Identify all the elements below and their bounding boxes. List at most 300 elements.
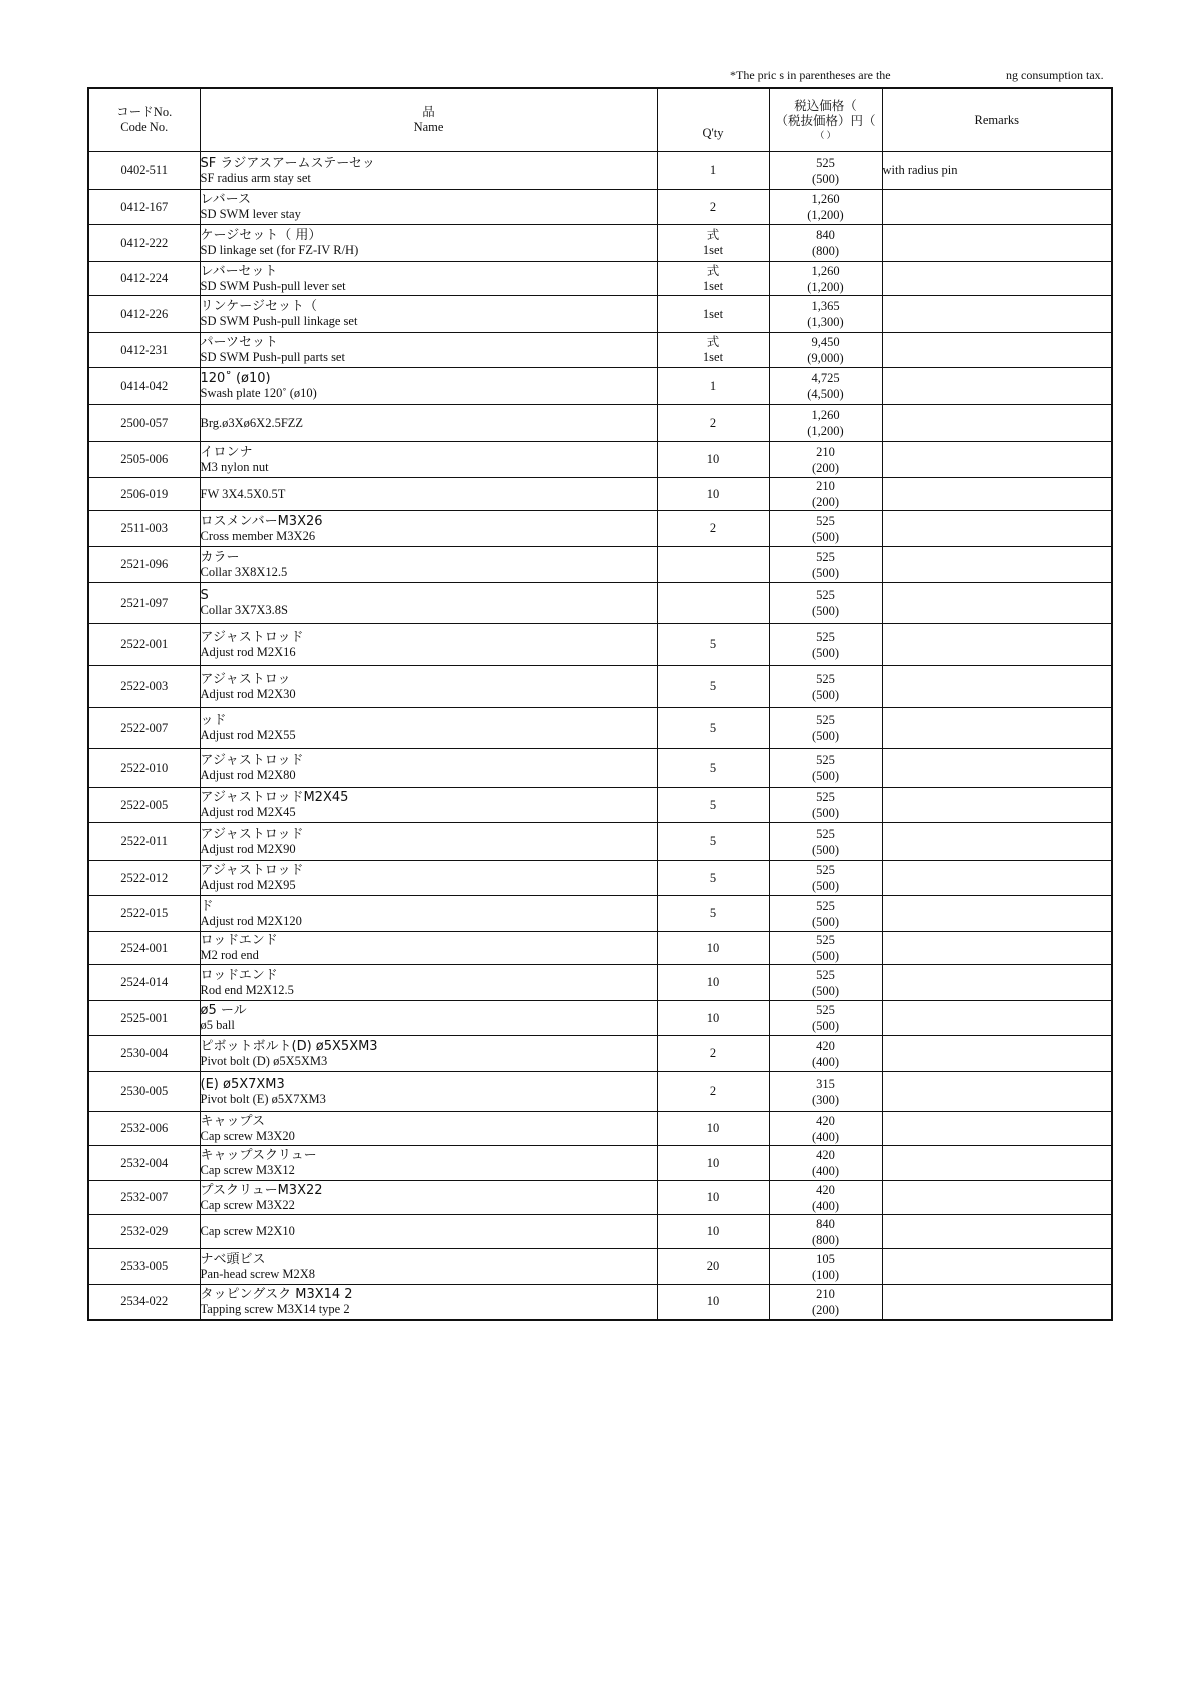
table-row — [88, 708, 1112, 749]
code-number: 2524-001 — [120, 940, 169, 955]
qty-value: 10 — [706, 1155, 720, 1170]
table-row — [88, 896, 1112, 932]
cell-code — [88, 896, 200, 932]
cell-remarks — [882, 1036, 1112, 1072]
code-number: 0412-231 — [120, 342, 169, 357]
name-japanese: ピボットボルト(D) ø5X5XM3 — [200, 1038, 378, 1054]
cell-name — [200, 823, 657, 861]
cell-price — [769, 1146, 882, 1181]
cell-qty — [657, 1249, 769, 1285]
remarks-text — [883, 564, 1112, 565]
cell-name — [200, 1036, 657, 1072]
price-tax-excluded: (500) — [811, 604, 840, 618]
name-japanese: パーツセット — [200, 335, 278, 350]
header-price-line1: 税込価格（ — [794, 99, 857, 113]
cell-name — [200, 368, 657, 405]
price-tax-excluded: (1,200) — [807, 279, 844, 294]
cell-price — [769, 1072, 882, 1112]
cell-qty — [657, 478, 769, 511]
price-tax-excluded: (200) — [811, 1302, 840, 1317]
table-row — [88, 1112, 1112, 1146]
price-tax-excluded: (500) — [811, 879, 840, 893]
cell-remarks — [882, 965, 1112, 1001]
cell-price — [769, 708, 882, 749]
cell-price — [769, 225, 882, 262]
name-english: Cross member M3X26 — [200, 528, 316, 543]
price-tax-included: 210 — [816, 1286, 835, 1301]
table-row — [88, 1001, 1112, 1036]
name-japanese: ø5 ール — [200, 1003, 247, 1018]
cell-qty — [657, 1146, 769, 1181]
cell-name — [200, 1215, 657, 1249]
remarks-text — [883, 948, 1112, 949]
qty-value: 式 — [706, 228, 720, 242]
code-number: 2530-004 — [120, 1046, 169, 1060]
code-number: 0412-226 — [120, 306, 169, 321]
qty-value: 2 — [709, 1046, 717, 1060]
price-tax-included: 210 — [816, 479, 835, 493]
remarks-text — [883, 1301, 1112, 1302]
cell-qty — [657, 666, 769, 708]
cell-qty — [657, 190, 769, 225]
cell-code — [88, 368, 200, 405]
cell-remarks — [882, 296, 1112, 333]
cell-qty — [657, 1181, 769, 1215]
code-number: 2530-005 — [120, 1084, 169, 1098]
name-japanese: アジャストロッド — [200, 863, 304, 878]
cell-qty — [657, 749, 769, 788]
cell-price — [769, 190, 882, 225]
cell-code — [88, 405, 200, 442]
price-tax-included: 420 — [816, 1182, 835, 1197]
cell-code — [88, 666, 200, 708]
table-row — [88, 547, 1112, 583]
cell-remarks — [882, 1001, 1112, 1036]
remarks-text — [883, 350, 1112, 351]
cell-name — [200, 861, 657, 896]
cell-qty — [657, 861, 769, 896]
cell-code — [88, 1036, 200, 1072]
qty-value: 10 — [706, 975, 720, 989]
code-number: 2522-001 — [120, 637, 169, 651]
code-number: 0412-222 — [120, 235, 169, 250]
qty-value: 5 — [709, 637, 717, 651]
name-japanese: S — [200, 588, 209, 603]
remarks-text: with radius pin — [882, 163, 958, 177]
cell-code — [88, 965, 200, 1001]
cell-code — [88, 823, 200, 861]
name-japanese: アジャストロッ — [200, 671, 291, 687]
name-english: Brg.ø3Xø6X2.5FZZ — [200, 415, 304, 430]
cell-remarks — [882, 666, 1112, 708]
cell-name — [200, 547, 657, 583]
table-row — [88, 190, 1112, 225]
code-number: 2533-005 — [120, 1259, 169, 1273]
cell-qty — [657, 296, 769, 333]
table-row — [88, 965, 1112, 1001]
cell-price — [769, 1285, 882, 1320]
cell-price — [769, 368, 882, 405]
name-english: Pivot bolt (E) ø5X7XM3 — [200, 1091, 326, 1106]
price-tax-included: 525 — [816, 549, 835, 564]
price-tax-included: 525 — [816, 155, 835, 170]
table-row — [88, 932, 1112, 965]
cell-name — [200, 1072, 657, 1112]
cell-remarks — [882, 896, 1112, 932]
cell-code — [88, 1285, 200, 1320]
cell-remarks — [882, 861, 1112, 896]
cell-price — [769, 583, 882, 624]
table-row — [88, 333, 1112, 368]
cell-price — [769, 965, 882, 1001]
qty-value: 20 — [706, 1259, 720, 1273]
code-number: 0402-511 — [120, 163, 168, 177]
price-tax-included: 105 — [816, 1251, 835, 1266]
price-tax-excluded: (500) — [811, 769, 840, 783]
remarks-text — [883, 1053, 1112, 1054]
cell-price — [769, 823, 882, 861]
name-english: Pan-head screw M2X8 — [200, 1266, 316, 1281]
cell-price — [769, 152, 882, 190]
price-tax-included: 210 — [816, 444, 835, 459]
name-english: M2 rod end — [200, 948, 259, 962]
name-english: SD SWM Push-pull lever set — [200, 278, 346, 293]
cell-remarks — [882, 1072, 1112, 1112]
tax-note — [0, 68, 1190, 84]
cell-price — [769, 405, 882, 442]
price-tax-included: 525 — [816, 826, 835, 841]
code-number: 2500-057 — [120, 415, 169, 430]
price-tax-excluded: (300) — [811, 1092, 840, 1107]
qty-value: 5 — [709, 906, 717, 920]
cell-name — [200, 333, 657, 368]
name-english: Adjust rod M2X95 — [200, 878, 296, 892]
name-japanese: ケージセット（ 用） — [200, 228, 322, 243]
cell-qty — [657, 368, 769, 405]
cell-remarks — [882, 262, 1112, 296]
qty-value: 10 — [706, 1190, 720, 1204]
name-english: Cap screw M3X22 — [200, 1197, 295, 1212]
remarks-text — [883, 423, 1112, 424]
header-code-en: Code No. — [120, 120, 169, 134]
name-english: Adjust rod M2X55 — [200, 728, 296, 742]
code-number: 0414-042 — [120, 378, 169, 393]
name-english: M3 nylon nut — [200, 459, 269, 474]
cell-remarks — [882, 152, 1112, 190]
remarks-text — [883, 1266, 1112, 1267]
cell-code — [88, 788, 200, 823]
price-tax-excluded: (500) — [811, 529, 840, 544]
name-english: SD SWM lever stay — [200, 207, 301, 221]
cell-price — [769, 1001, 882, 1036]
name-english: FW 3X4.5X0.5T — [200, 486, 286, 501]
cell-qty — [657, 547, 769, 583]
code-number: 2511-003 — [120, 521, 168, 535]
name-english: Adjust rod M2X16 — [200, 644, 296, 659]
price-tax-excluded: (500) — [811, 687, 840, 702]
code-number: 2524-014 — [120, 975, 169, 989]
cell-name — [200, 1001, 657, 1036]
remarks-text — [883, 841, 1112, 842]
name-english: Adjust rod M2X80 — [200, 768, 296, 782]
cell-name — [200, 708, 657, 749]
table-row — [88, 152, 1112, 190]
cell-name — [200, 1249, 657, 1285]
qty-value: 5 — [709, 760, 717, 775]
cell-name — [200, 666, 657, 708]
remarks-text — [883, 243, 1112, 244]
table-row — [88, 225, 1112, 262]
cell-name — [200, 405, 657, 442]
price-tax-excluded: (400) — [811, 1054, 840, 1069]
cell-remarks — [882, 442, 1112, 478]
cell-code — [88, 478, 200, 511]
code-number: 2522-015 — [120, 906, 169, 920]
price-tax-excluded: (100) — [811, 1267, 840, 1282]
cell-qty — [657, 442, 769, 478]
remarks-text — [883, 1128, 1112, 1129]
code-number: 2532-007 — [120, 1190, 169, 1204]
cell-price — [769, 333, 882, 368]
cell-name — [200, 896, 657, 932]
name-japanese: SF ラジアスアームステーセッ — [200, 155, 375, 171]
table-row — [88, 1072, 1112, 1112]
cell-name — [200, 624, 657, 666]
name-english: Adjust rod M2X90 — [200, 841, 296, 856]
cell-remarks — [882, 788, 1112, 823]
cell-qty — [657, 965, 769, 1001]
cell-remarks — [882, 583, 1112, 624]
remarks-text — [883, 207, 1112, 208]
qty-value: 5 — [709, 834, 717, 848]
parts-price-table — [87, 87, 1113, 1321]
remarks-text — [883, 878, 1112, 879]
cell-price — [769, 861, 882, 896]
remarks-text — [883, 768, 1112, 769]
cell-code — [88, 861, 200, 896]
table-row — [88, 1181, 1112, 1215]
cell-code — [88, 708, 200, 749]
price-tax-excluded: (500) — [811, 949, 840, 963]
cell-code — [88, 547, 200, 583]
code-number: 2522-005 — [120, 797, 169, 812]
remarks-text — [883, 805, 1112, 806]
price-tax-excluded: (500) — [811, 645, 840, 660]
cell-qty — [657, 823, 769, 861]
remarks-text — [883, 603, 1112, 604]
cell-code — [88, 152, 200, 190]
table-row — [88, 666, 1112, 708]
table-row — [88, 1249, 1112, 1285]
name-english: Rod end M2X12.5 — [200, 982, 294, 997]
table-row — [88, 1285, 1112, 1320]
cell-qty — [657, 1215, 769, 1249]
qty-value: 5 — [709, 679, 717, 693]
qty-value: 10 — [706, 940, 720, 955]
name-japanese: ド — [200, 898, 214, 914]
header-price — [769, 88, 882, 152]
cell-remarks — [882, 1112, 1112, 1146]
price-tax-included: 525 — [816, 713, 835, 727]
tax-note-right: ng consumption tax. — [1006, 68, 1104, 82]
cell-remarks — [882, 823, 1112, 861]
cell-remarks — [882, 1215, 1112, 1249]
cell-price — [769, 749, 882, 788]
price-tax-included: 525 — [816, 629, 835, 644]
cell-name — [200, 1112, 657, 1146]
qty-value: 5 — [709, 870, 717, 885]
name-japanese: ナベ頭ビス — [200, 1251, 266, 1267]
cell-name — [200, 262, 657, 296]
name-japanese: カラー — [200, 549, 240, 565]
qty-value: 2 — [709, 1084, 717, 1098]
qty-value: 10 — [706, 1010, 720, 1025]
code-number: 2522-012 — [120, 870, 169, 885]
name-japanese: レバース — [200, 192, 251, 207]
cell-qty — [657, 152, 769, 190]
cell-remarks — [882, 1181, 1112, 1215]
name-japanese: (E) ø5X7XM3 — [200, 1076, 285, 1092]
qty-value: 10 — [706, 1224, 720, 1238]
name-japanese: プスクリューM3X22 — [200, 1182, 323, 1198]
cell-price — [769, 666, 882, 708]
name-english: Tapping screw M3X14 type 2 — [200, 1301, 350, 1316]
cell-remarks — [882, 511, 1112, 547]
code-number: 2522-007 — [120, 720, 169, 735]
table-row — [88, 296, 1112, 333]
table-header-row — [88, 88, 1112, 152]
cell-remarks — [882, 1146, 1112, 1181]
price-tax-included: 840 — [816, 1216, 835, 1231]
cell-remarks — [882, 225, 1112, 262]
table-row — [88, 405, 1112, 442]
cell-code — [88, 225, 200, 262]
cell-price — [769, 478, 882, 511]
name-japanese: レバーセット — [200, 263, 278, 279]
price-tax-included: 525 — [816, 898, 835, 913]
table-row — [88, 262, 1112, 296]
name-japanese: キャップス — [200, 1113, 265, 1129]
qty-value: 5 — [709, 720, 717, 735]
header-name — [200, 88, 657, 152]
code-number: 2506-019 — [120, 486, 169, 501]
qty-unit: 1set — [702, 278, 724, 293]
cell-price — [769, 262, 882, 296]
price-tax-included: 1,365 — [811, 299, 840, 313]
cell-code — [88, 1072, 200, 1112]
price-tax-included: 9,450 — [811, 335, 840, 349]
cell-code — [88, 333, 200, 368]
price-tax-included: 420 — [816, 1113, 835, 1128]
name-english: SD SWM Push-pull linkage set — [200, 314, 358, 328]
cell-qty — [657, 896, 769, 932]
cell-name — [200, 583, 657, 624]
cell-name — [200, 442, 657, 478]
cell-code — [88, 262, 200, 296]
code-number: 2534-022 — [120, 1294, 169, 1309]
cell-qty — [657, 1112, 769, 1146]
name-english: Adjust rod M2X45 — [200, 805, 296, 819]
qty-unit: 1set — [702, 306, 724, 321]
price-tax-excluded: (400) — [811, 1198, 840, 1213]
header-qty — [657, 88, 769, 152]
remarks-text — [883, 913, 1112, 914]
cell-qty — [657, 624, 769, 666]
price-tax-included: 525 — [816, 671, 835, 686]
qty-unit: 1set — [702, 243, 724, 257]
cell-name — [200, 965, 657, 1001]
cell-price — [769, 1112, 882, 1146]
code-number: 0412-224 — [120, 271, 169, 285]
cell-code — [88, 583, 200, 624]
remarks-text — [883, 1091, 1112, 1092]
price-tax-included: 525 — [816, 790, 835, 804]
cell-price — [769, 788, 882, 823]
cell-remarks — [882, 368, 1112, 405]
name-japanese: タッピングスク M3X14 2 — [200, 1286, 353, 1302]
qty-value: 2 — [709, 199, 717, 214]
price-tax-excluded: (9,000) — [807, 351, 844, 365]
code-number: 0412-167 — [120, 199, 169, 214]
qty-value: 10 — [706, 486, 720, 501]
price-tax-included: 1,260 — [811, 408, 840, 422]
cell-remarks — [882, 405, 1112, 442]
name-english: SF radius arm stay set — [200, 170, 311, 185]
cell-qty — [657, 788, 769, 823]
header-code-jp: コードNo. — [116, 105, 173, 119]
cell-qty — [657, 225, 769, 262]
cell-price — [769, 896, 882, 932]
price-tax-included: 525 — [816, 933, 835, 947]
price-tax-excluded: (500) — [811, 914, 840, 929]
remarks-text — [883, 1231, 1112, 1232]
name-japanese: アジャストロッドM2X45 — [200, 790, 349, 805]
cell-code — [88, 1146, 200, 1181]
cell-code — [88, 190, 200, 225]
price-tax-excluded: (500) — [811, 842, 840, 857]
name-japanese: 120˚ (ø10) — [200, 371, 271, 386]
header-remarks — [882, 88, 1112, 152]
name-japanese: キャップスクリュー — [200, 1148, 317, 1163]
header-name-en: Name — [413, 120, 444, 134]
table-row — [88, 788, 1112, 823]
code-number: 2532-006 — [120, 1121, 169, 1135]
cell-price — [769, 442, 882, 478]
cell-qty — [657, 583, 769, 624]
name-english: SD SWM Push-pull parts set — [200, 350, 345, 364]
cell-qty — [657, 262, 769, 296]
price-tax-excluded: (200) — [811, 495, 840, 509]
qty-value: 2 — [709, 521, 717, 535]
price-tax-included: 4,725 — [811, 371, 840, 385]
cell-name — [200, 1181, 657, 1215]
cell-code — [88, 511, 200, 547]
table-row — [88, 749, 1112, 788]
price-tax-included: 525 — [816, 863, 835, 877]
remarks-text — [883, 728, 1112, 729]
qty-value: 式 — [706, 263, 720, 278]
name-english: Cap screw M3X20 — [200, 1128, 295, 1143]
cell-remarks — [882, 478, 1112, 511]
cell-name — [200, 749, 657, 788]
cell-name — [200, 152, 657, 190]
cell-name — [200, 511, 657, 547]
table-row — [88, 861, 1112, 896]
remarks-text — [883, 644, 1112, 645]
price-tax-excluded: (500) — [811, 983, 840, 998]
name-english: Cap screw M2X10 — [200, 1224, 295, 1238]
price-tax-excluded: (500) — [811, 565, 840, 580]
